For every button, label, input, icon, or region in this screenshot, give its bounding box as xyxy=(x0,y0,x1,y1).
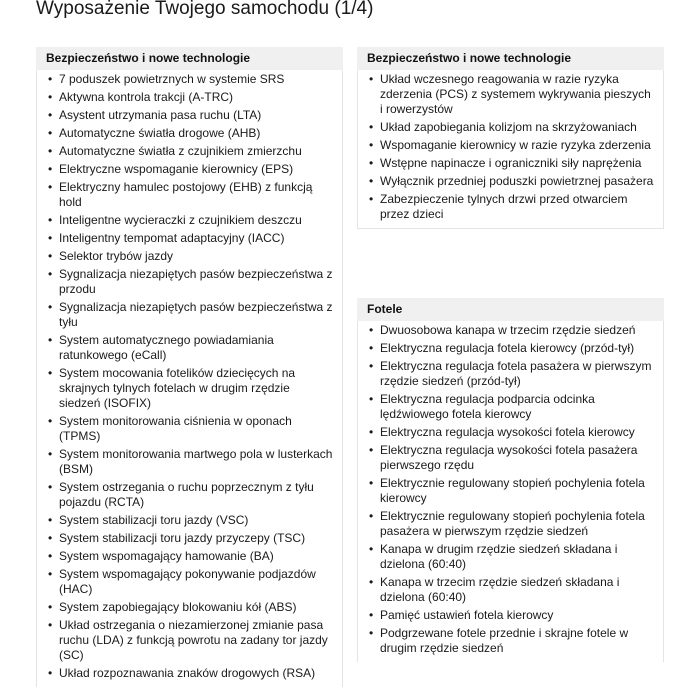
list-item: • Asystent utrzymania pasa ruchu (LTA) xyxy=(48,108,334,123)
list-item: • System stabilizacji toru jazdy przyczepy (TSC) xyxy=(48,531,334,546)
list-item: • System wspomagający pokonywanie podjazdów (HAC) xyxy=(48,567,334,597)
list-item: • Elektryczna regulacja wysokości fotela kierowcy xyxy=(369,425,655,440)
list-item: • Kanapa w drugim rzędzie siedzeń składana i dzielona (60:40) xyxy=(369,542,655,572)
list-item: • Sygnalizacja niezapiętych pasów bezpieczeństwa z tyłu xyxy=(48,300,334,330)
feature-list xyxy=(369,323,655,656)
list-item: • System monitorowania ciśnienia w oponach (TPMS) xyxy=(48,414,334,444)
list-item: • Układ rozpoznawania znaków drogowych (RSA) xyxy=(48,666,334,681)
list-item: • Automatyczne światła drogowe (AHB) xyxy=(48,126,334,141)
list-item: • System automatycznego powiadamiania ratunkowego (eCall) xyxy=(48,333,334,363)
list-item: • Aktywna kontrola trakcji (A-TRC) xyxy=(48,90,334,105)
list-item: • Układ ostrzegania o niezamierzonej zmianie pasa ruchu (LDA) z funkcją powrotu na zadany tor jazdy (SC) xyxy=(48,618,334,663)
list-item: • Selektor trybów jazdy xyxy=(48,249,334,264)
list-item: • Zabezpieczenie tylnych drzwi przed otwarciem przez dzieci xyxy=(369,192,655,222)
list-item: • Dwuosobowa kanapa w trzecim rzędzie siedzeń xyxy=(369,323,655,338)
list-item: • System monitorowania martwego pola w lusterkach (BSM) xyxy=(48,447,334,477)
panel-safety-technology-continued xyxy=(357,47,664,229)
list-item: • Inteligentne wycieraczki z czujnikiem deszczu xyxy=(48,213,334,228)
list-item: • Układ zapobiegania kolizjom na skrzyżowaniach xyxy=(369,120,655,135)
page-title: Wyposażenie Twojego samochodu (1/4) xyxy=(36,0,374,19)
list-item: • Wspomaganie kierownicy w razie ryzyka zderzenia xyxy=(369,138,655,153)
list-item: • Automatyczne światła z czujnikiem zmierzchu xyxy=(48,144,334,159)
list-item: • Pamięć ustawień fotela kierowcy xyxy=(369,608,655,623)
list-item: • System stabilizacji toru jazdy (VSC) xyxy=(48,513,334,528)
feature-list xyxy=(48,72,334,681)
list-item: • Elektryczny hamulec postojowy (EHB) z funkcją hold xyxy=(48,180,334,210)
list-item: • Elektryczne wspomaganie kierownicy (EPS) xyxy=(48,162,334,177)
panel-safety-technology xyxy=(36,47,343,687)
list-item: • Inteligentny tempomat adaptacyjny (IACC) xyxy=(48,231,334,246)
list-item: • Układ wczesnego reagowania w razie ryzyka zderzenia (PCS) z systemem wykrywania pieszych i rowerzystów xyxy=(369,72,655,117)
list-item: • Elektryczna regulacja wysokości fotela pasażera pierwszego rzędu xyxy=(369,443,655,473)
panel-body xyxy=(357,321,664,662)
panel-body xyxy=(36,70,343,687)
list-item: • 7 poduszek powietrznych w systemie SRS xyxy=(48,72,334,87)
panel-header: Bezpieczeństwo i nowe technologie xyxy=(36,47,343,70)
list-item: • System ostrzegania o ruchu poprzecznym z tyłu pojazdu (RCTA) xyxy=(48,480,334,510)
list-item: • Wyłącznik przedniej poduszki powietrznej pasażera xyxy=(369,174,655,189)
feature-list xyxy=(369,72,655,222)
list-item: • Elektrycznie regulowany stopień pochylenia fotela pasażera w pierwszym rzędzie siedzeń xyxy=(369,509,655,539)
list-item: • System zapobiegający blokowaniu kół (ABS) xyxy=(48,600,334,615)
panel-seats xyxy=(357,298,664,662)
panel-body xyxy=(357,70,664,229)
list-item: • Wstępne napinacze i ograniczniki siły naprężenia xyxy=(369,156,655,171)
list-item: • System wspomagający hamowanie (BA) xyxy=(48,549,334,564)
list-item: • Podgrzewane fotele przednie i skrajne fotele w drugim rzędzie siedzeń xyxy=(369,626,655,656)
list-item: • Elektryczna regulacja podparcia odcinka lędźwiowego fotela kierowcy xyxy=(369,392,655,422)
list-item: • Kanapa w trzecim rzędzie siedzeń składana i dzielona (60:40) xyxy=(369,575,655,605)
list-item: • Elektryczna regulacja fotela pasażera w pierwszym rzędzie siedzeń (przód-tył) xyxy=(369,359,655,389)
panel-header: Fotele xyxy=(357,298,664,321)
list-item: • Elektrycznie regulowany stopień pochylenia fotela kierowcy xyxy=(369,476,655,506)
list-item: • System mocowania fotelików dziecięcych na skrajnych tylnych fotelach w drugim rzędzie siedzeń (ISOFIX) xyxy=(48,366,334,411)
panel-header: Bezpieczeństwo i nowe technologie xyxy=(357,47,664,70)
list-item: • Sygnalizacja niezapiętych pasów bezpieczeństwa z przodu xyxy=(48,267,334,297)
list-item: • Elektryczna regulacja fotela kierowcy (przód-tył) xyxy=(369,341,655,356)
